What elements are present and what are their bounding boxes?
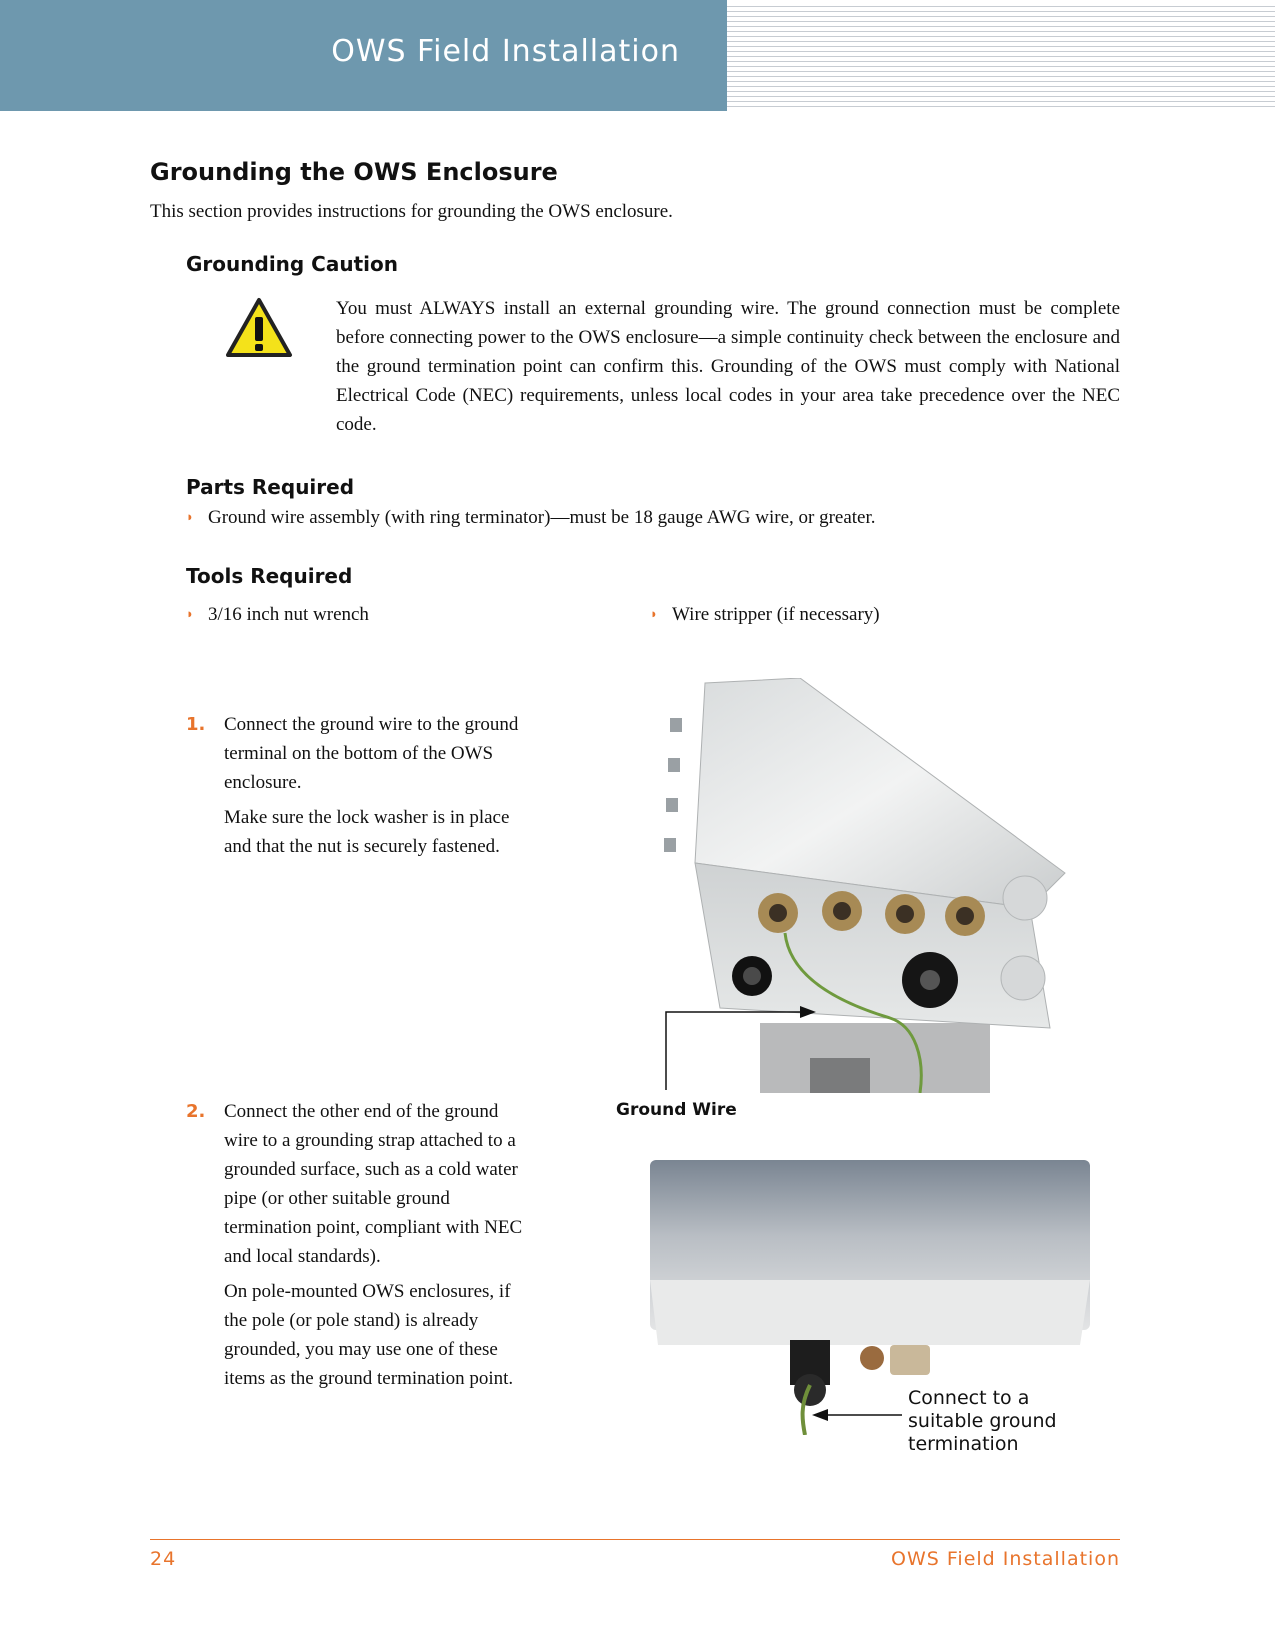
step-number: 2. [186,1101,206,1122]
header-decorative-lines [727,6,1275,111]
step-1 [186,710,526,867]
header-title: OWS Field Installation [331,34,680,69]
section-intro: This section provides instructions for grounding the OWS enclosure. [150,201,673,222]
tools-heading: Tools Required [186,564,353,588]
caution-heading: Grounding Caution [186,252,398,276]
step-note: Make sure the lock washer is in place and that the nut is securely fastened. [224,807,510,857]
step-text: Connect the ground wire to the ground terminal on the bottom of the OWS enclosure. [224,714,519,793]
parts-item: ◗ Ground wire assembly (with ring terminator)—must be 18 gauge AWG wire, or greater. [186,507,876,528]
page-number: 24 [150,1548,177,1570]
tools-item: ◗ 3/16 inch nut wrench [186,604,369,625]
footer-title: OWS Field Installation [891,1548,1120,1570]
warning-icon [225,297,293,359]
footer-divider [150,1539,1120,1540]
section-title: Grounding the OWS Enclosure [150,158,558,186]
connect-callout-arrow [812,1407,902,1423]
parts-heading: Parts Required [186,475,355,499]
step-number: 1. [186,714,206,735]
step-2 [186,1097,526,1399]
ground-wire-callout [660,1000,820,1090]
step-text: Connect the other end of the ground wire to a grounding strap attached to a grounded surface, such as a cold water pipe (or other suitable ground termination point, compliant with NEC and local standards). [224,1101,523,1267]
ground-wire-label: Ground Wire [616,1100,737,1120]
bullet-icon: ◗ [186,509,194,524]
step-note: On pole-mounted OWS enclosures, if the pole (or pole stand) is already grounded, you may use one of these items as the ground termination point. [224,1281,514,1389]
caution-text: You must ALWAYS install an external grounding wire. The ground connection must be complete before connecting power to the OWS enclosure—a simple continuity check between the enclosure and the ground termination point can confirm this. Grounding of the OWS must comply with National Electrical Code (NEC) requirements, unless local codes in your area take precedence over the NEC code. [336,298,1120,435]
bullet-icon: ◗ [650,606,658,621]
bullet-icon: ◗ [186,606,194,621]
connect-ground-label: Connect to a suitable ground termination [908,1387,1057,1455]
tools-item: ◗ Wire stripper (if necessary) [650,604,880,625]
